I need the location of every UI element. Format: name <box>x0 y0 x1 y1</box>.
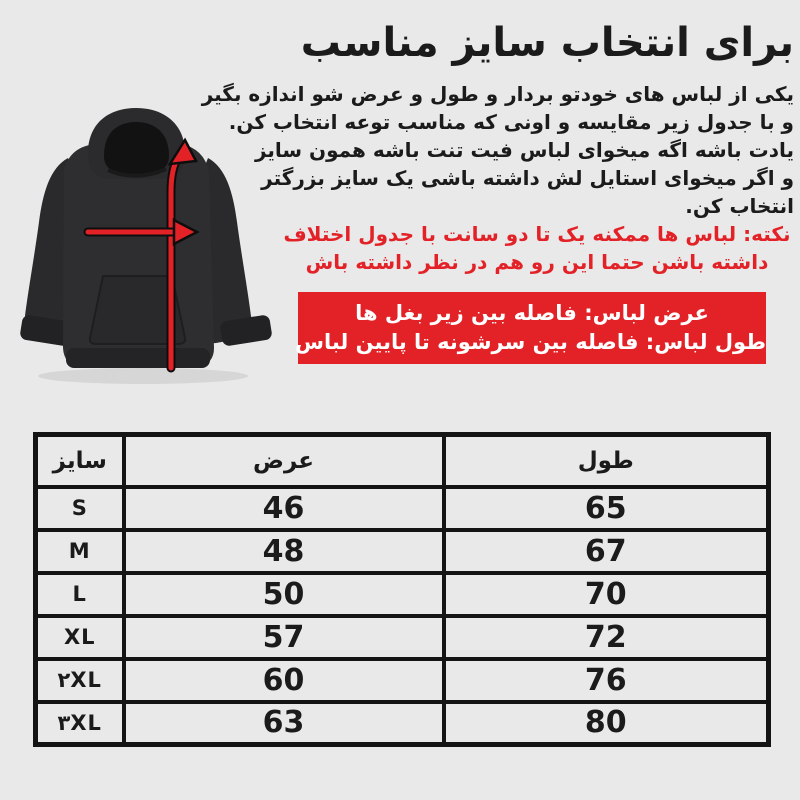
size-table-body <box>36 487 769 745</box>
banner-line-length: طول لباس: فاصله بین سرشونه تا پایین لباس <box>294 330 766 354</box>
width-cell: 46 <box>124 487 444 530</box>
intro-paragraph <box>201 80 794 220</box>
intro-line: یکی از لباس های خودتو بردار و طول و عرض شو اندازه بگیر <box>201 82 794 106</box>
table-row <box>36 530 769 573</box>
width-cell: 57 <box>124 616 444 659</box>
size-cell: M <box>36 530 124 573</box>
size-cell: XL <box>36 616 124 659</box>
note-paragraph <box>280 220 794 276</box>
table-row <box>36 659 769 702</box>
note-line: نکته: لباس ها ممکنه یک تا دو سانت با جدول اختلاف <box>283 222 791 246</box>
length-cell: 67 <box>444 530 769 573</box>
length-cell: 65 <box>444 487 769 530</box>
intro-line: و اگر میخوای استایل لش داشته باشی یک سایز بزرگتر <box>261 166 794 190</box>
hoodie-shadow <box>38 368 248 384</box>
measurement-legend-banner <box>294 292 766 364</box>
table-row <box>36 487 769 530</box>
banner-line-width: عرض لباس: فاصله بین زیر بغل ها <box>355 301 709 325</box>
width-cell: 50 <box>124 573 444 616</box>
col-header-length: طول <box>444 435 769 487</box>
width-cell: 48 <box>124 530 444 573</box>
note-line: داشته باشن حتما این رو هم در نظر داشته باش <box>305 250 769 274</box>
length-cell: 80 <box>444 702 769 745</box>
intro-line: یادت باشه اگه میخوای لباس فیت تنت باشه همون سایز <box>254 138 794 162</box>
page-title: برای انتخاب سایز مناسب <box>300 20 794 66</box>
col-header-size: سایز <box>36 435 124 487</box>
size-cell: ۳XL <box>36 702 124 745</box>
length-cell: 70 <box>444 573 769 616</box>
table-row <box>36 573 769 616</box>
col-header-width: عرض <box>124 435 444 487</box>
size-table-section <box>33 432 771 747</box>
width-cell: 63 <box>124 702 444 745</box>
hoodie-image <box>8 96 284 388</box>
length-cell: 72 <box>444 616 769 659</box>
intro-line: و با جدول زیر مقایسه و اونی که مناسب توعه انتخاب کن. <box>228 110 794 134</box>
table-row <box>36 702 769 745</box>
table-row <box>36 616 769 659</box>
width-cell: 60 <box>124 659 444 702</box>
table-header-row <box>36 435 769 487</box>
size-cell: S <box>36 487 124 530</box>
hem-band <box>66 348 210 368</box>
intro-line: انتخاب کن. <box>685 194 794 218</box>
hoodie-illustration <box>8 96 284 388</box>
size-cell: L <box>36 573 124 616</box>
length-cell: 76 <box>444 659 769 702</box>
size-cell: ۲XL <box>36 659 124 702</box>
size-table <box>33 432 771 747</box>
text-column <box>201 14 794 364</box>
